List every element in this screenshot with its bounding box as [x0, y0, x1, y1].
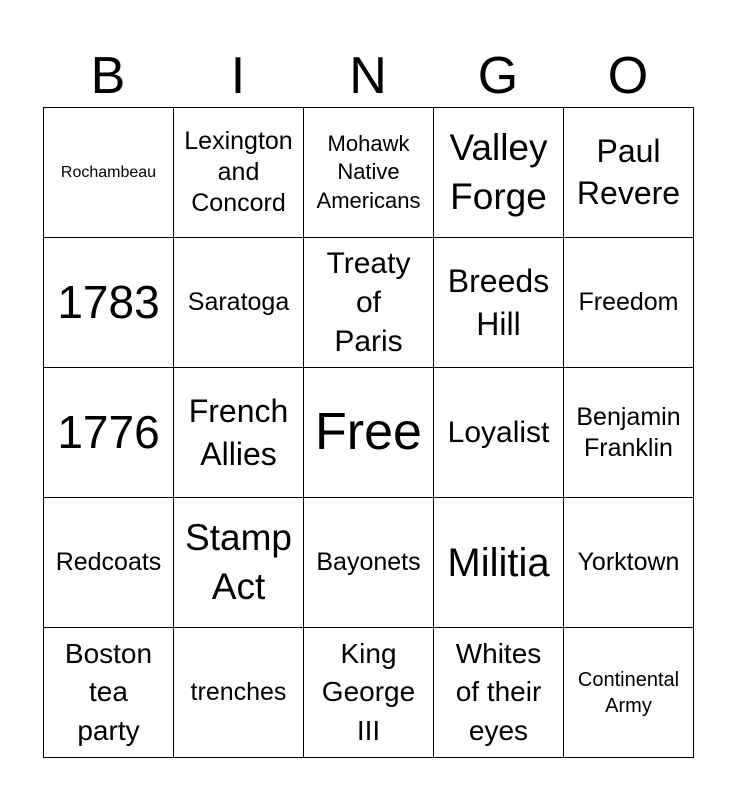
bingo-cell[interactable] — [434, 108, 564, 238]
cell-label: Mohawk Native Americans — [316, 130, 421, 213]
bingo-board — [43, 107, 694, 758]
cell-label: Saratoga — [187, 288, 290, 316]
bingo-header — [43, 44, 693, 108]
cell-label: Stamp Act — [185, 517, 292, 607]
bingo-cell[interactable] — [174, 368, 304, 498]
bingo-cell[interactable] — [44, 628, 174, 758]
bingo-cell[interactable] — [174, 108, 304, 238]
cell-label: 1776 — [57, 406, 160, 459]
header-letter-g: G — [477, 47, 519, 105]
cell-label: Free — [315, 402, 422, 461]
cell-label: Bayonets — [316, 548, 421, 576]
cell-label: Boston tea party — [64, 637, 153, 746]
cell-label: King George III — [321, 637, 416, 746]
bingo-cell[interactable] — [434, 628, 564, 758]
bingo-cell[interactable] — [174, 628, 304, 758]
cell-label: Loyalist — [447, 416, 550, 449]
cell-label: Rochambeau — [60, 163, 157, 181]
bingo-cell[interactable] — [434, 498, 564, 628]
cell-label: Breeds Hill — [447, 263, 550, 342]
header-letter-n: N — [349, 47, 387, 105]
bingo-cell[interactable] — [564, 368, 694, 498]
bingo-cell[interactable] — [44, 368, 174, 498]
bingo-cell[interactable] — [564, 498, 694, 628]
bingo-cell free-space[interactable] — [304, 368, 434, 498]
cell-label: Paul Revere — [576, 132, 681, 211]
bingo-cell[interactable] — [564, 628, 694, 758]
bingo-cell[interactable] — [564, 108, 694, 238]
header-letter-b: B — [90, 47, 126, 105]
bingo-cell[interactable] — [174, 498, 304, 628]
cell-label: trenches — [190, 678, 287, 706]
cell-label: Valley Forge — [449, 127, 548, 217]
bingo-cell[interactable] — [304, 628, 434, 758]
bingo-cell[interactable] — [434, 238, 564, 368]
bingo-cell[interactable] — [174, 238, 304, 368]
header-letter-i: I — [230, 47, 246, 105]
header-letter-o: O — [607, 47, 649, 105]
cell-label: Militia — [447, 540, 550, 585]
cell-label: Freedom — [578, 288, 679, 316]
cell-label: Whites of their eyes — [455, 637, 542, 746]
cell-label: Lexington and Concord — [184, 127, 293, 217]
bingo-cell[interactable] — [44, 498, 174, 628]
cell-label: Treaty of Paris — [326, 247, 411, 358]
bingo-cell[interactable] — [44, 238, 174, 368]
cell-label: Yorktown — [577, 548, 680, 576]
bingo-cell[interactable] — [564, 238, 694, 368]
bingo-cell[interactable] — [304, 238, 434, 368]
cell-label: Benjamin Franklin — [576, 402, 681, 462]
cell-label: French Allies — [188, 393, 289, 472]
bingo-cell[interactable] — [434, 368, 564, 498]
bingo-cell[interactable] — [304, 498, 434, 628]
cell-label: 1783 — [57, 276, 160, 329]
cell-label: Continental Army — [577, 668, 680, 717]
bingo-cell[interactable] — [44, 108, 174, 238]
bingo-cell[interactable] — [304, 108, 434, 238]
cell-label: Redcoats — [55, 548, 162, 576]
